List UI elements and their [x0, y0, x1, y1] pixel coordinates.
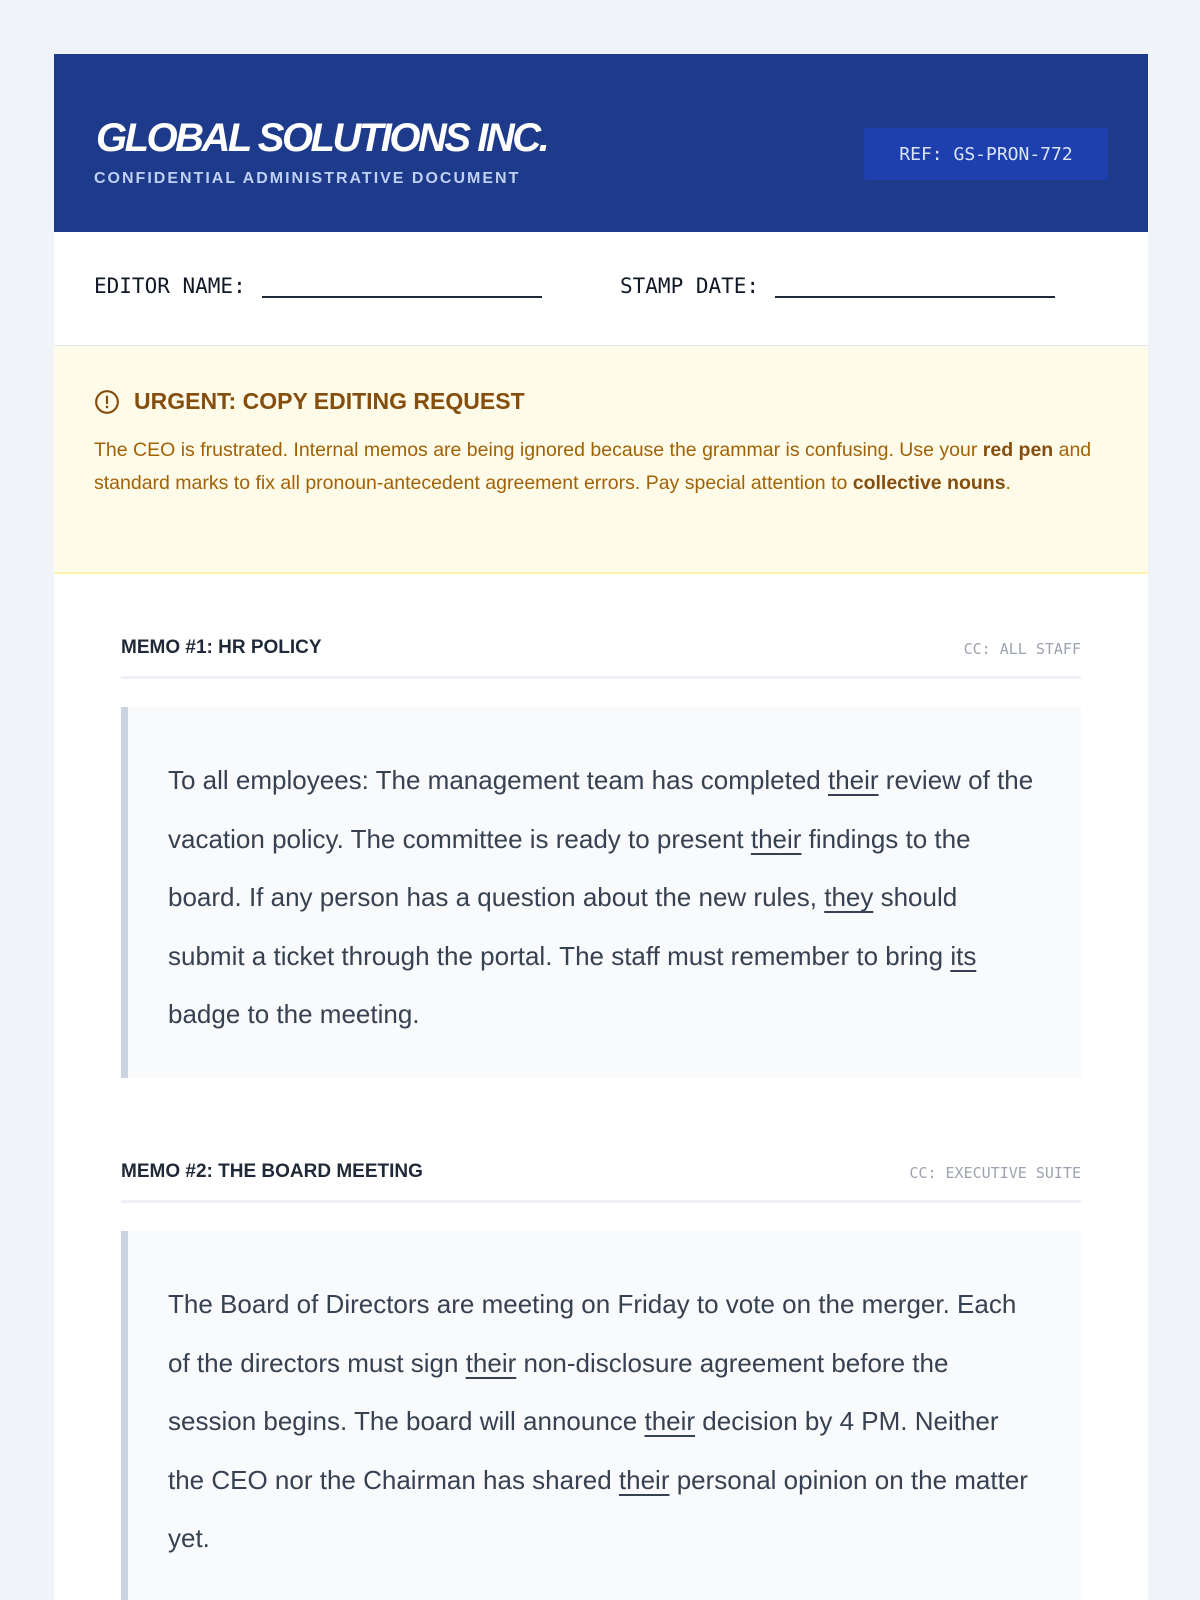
editor-name-field — [94, 274, 542, 298]
memo-text: badge to the meeting. — [168, 999, 420, 1029]
company-name: GLOBAL SOLUTIONS INC. — [96, 116, 548, 160]
document-classification: CONFIDENTIAL ADMINISTRATIVE DOCUMENT — [94, 170, 521, 187]
urgent-notice-header — [94, 388, 525, 415]
underlined-pronoun: their — [618, 1464, 670, 1495]
memo-text: The Board of Directors are meeting on Friday to vote on the merger. Each of the directors must sign — [168, 1289, 1017, 1378]
memo-header — [121, 637, 1081, 679]
stamp-date-blank[interactable] — [775, 276, 1055, 298]
underlined-pronoun: their — [465, 1347, 517, 1378]
reference-badge: REF: GS-PRON-772 — [864, 128, 1108, 180]
memo-text: personal opinion on the matter yet. — [168, 1464, 1028, 1553]
document-sheet — [54, 54, 1148, 1600]
editor-name-blank[interactable] — [262, 276, 542, 298]
notice-text: . — [1005, 472, 1011, 494]
underlined-pronoun: their — [644, 1406, 696, 1436]
memo-body — [121, 1231, 1081, 1600]
memo-cc: CC: ALL STAFF — [963, 640, 1081, 658]
memo-title: MEMO #1: HR POLICY — [121, 637, 322, 658]
urgent-notice-title: URGENT: COPY EDITING REQUEST — [134, 388, 525, 414]
memo-text: To all employees: The management team has completed — [168, 765, 828, 795]
memo-title: MEMO #2: THE BOARD MEETING — [121, 1161, 423, 1182]
memo-body — [121, 707, 1081, 1078]
memo-cc: CC: EXECUTIVE SUITE — [909, 1164, 1081, 1182]
memo-text: review of the vacation policy. The committee is ready to present — [168, 765, 1034, 854]
notice-text: and standard marks to fix all pronoun-antecedent agreement errors. Pay special attention to — [94, 439, 1092, 494]
memo-text: decision by 4 PM. Neither the CEO nor the Chairman has shared — [168, 1406, 999, 1495]
stamp-date-label: STAMP DATE: — [620, 274, 760, 298]
underlined-pronoun: its — [950, 940, 977, 971]
notice-emphasis-red-pen: red pen — [982, 439, 1054, 461]
notice-text: The CEO is frustrated. Internal memos are being ignored because the grammar is confusing. Use your — [94, 439, 983, 461]
memo-hr-policy — [121, 637, 1081, 1078]
document-header — [54, 54, 1148, 232]
memo-header — [121, 1161, 1081, 1203]
memo-board-meeting — [121, 1161, 1081, 1600]
underlined-pronoun: their — [828, 765, 879, 795]
form-fields — [54, 232, 1148, 346]
underlined-pronoun: they — [824, 882, 874, 912]
alert-circle-icon — [94, 389, 120, 415]
memo-text: should submit a ticket through the portal. The staff must remember to bring — [168, 882, 958, 971]
urgent-notice-body — [94, 434, 1110, 500]
editor-name-label: EDITOR NAME: — [94, 274, 246, 298]
stamp-date-field — [620, 274, 1055, 298]
urgent-notice — [54, 346, 1148, 574]
notice-emphasis-collective-nouns: collective nouns — [852, 472, 1006, 494]
underlined-pronoun: their — [750, 823, 802, 854]
memo-text: findings to the board. If any person has a question about the new rules, — [168, 823, 971, 912]
memo-text: non-disclosure agreement before the session begins. The board will announce — [168, 1347, 949, 1436]
